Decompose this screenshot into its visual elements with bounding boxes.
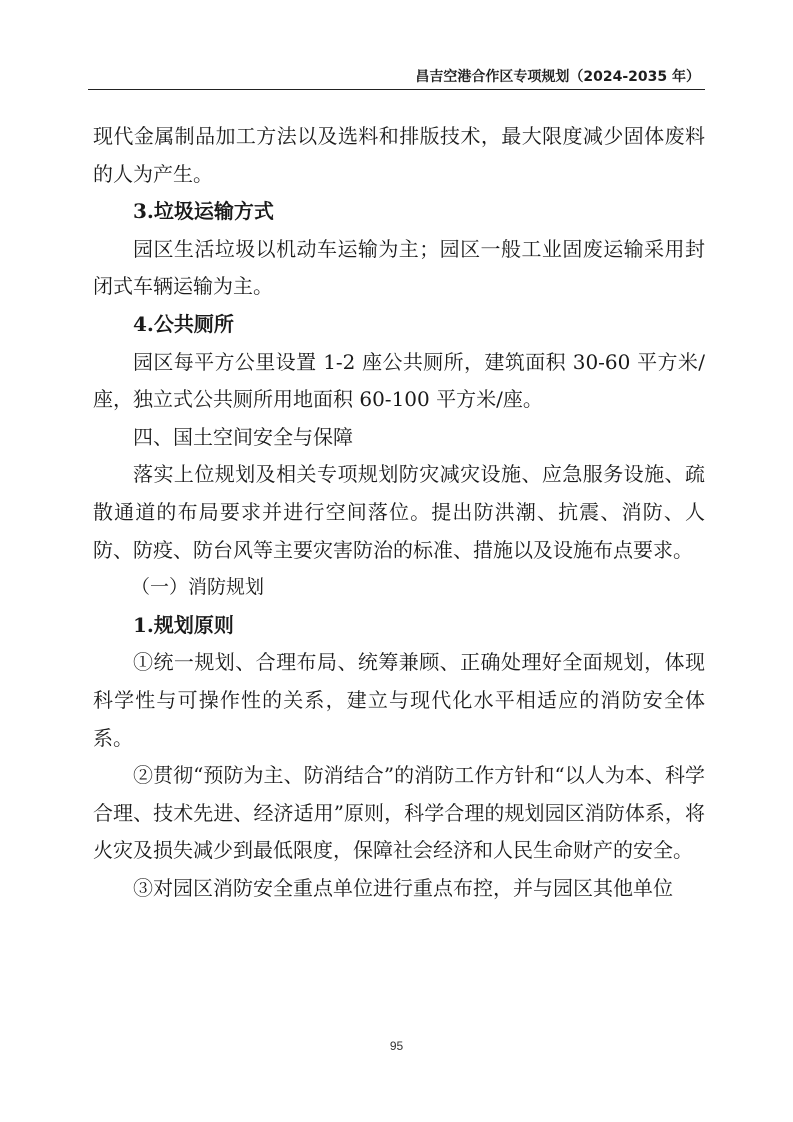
paragraph-principle-2: ②贯彻“预防为主、防消结合”的消防工作方针和“以人为本、科学合理、技术先进、经济适用”原则，科学合理的规划园区消防体系，将火灾及损失减少到最低限度，保障社会经济和人民生命财产的安全。 bbox=[93, 763, 705, 863]
paragraph-solid-waste: 现代金属制品加工方法以及选料和排版技术，最大限度减少固体废料的人为产生。 bbox=[93, 124, 705, 186]
page-body bbox=[93, 118, 705, 907]
heading-planning-principles: 1.规划原则 bbox=[133, 612, 234, 637]
running-header-title: 昌吉空港合作区专项规划（2024-2035 年） bbox=[415, 69, 700, 85]
heading-public-toilet: 4.公共厕所 bbox=[133, 311, 234, 336]
paragraph-principle-3: ③对园区消防安全重点单位进行重点布控，并与园区其他单位 bbox=[133, 875, 673, 900]
heading-garbage-transport: 3.垃圾运输方式 bbox=[133, 199, 274, 224]
page-number: 95 bbox=[389, 1039, 404, 1053]
header-divider bbox=[88, 89, 705, 90]
paragraph-disaster-prevention: 落实上位规划及相关专项规划防灾减灾设施、应急服务设施、疏散通道的布局要求并进行空间落位。提出防洪潮、抗震、消防、人防、防疫、防台风等主要灾害防治的标准、措施以及设施布点要求。 bbox=[93, 462, 705, 562]
paragraph-garbage-transport: 园区生活垃圾以机动车运输为主；园区一般工业固废运输采用封闭式车辆运输为主。 bbox=[93, 236, 705, 299]
heading-fire-planning: （一）消防规划 bbox=[131, 576, 265, 599]
paragraph-public-toilet: 园区每平方公里设置 1-2 座公共厕所，建筑面积 30-60 平方米/座，独立式公共厕所用地面积 60-100 平方米/座。 bbox=[93, 349, 705, 412]
paragraph-principle-1: ①统一规划、合理布局、统筹兼顾、正确处理好全面规划，体现科学性与可操作性的关系，建立与现代化水平相适应的消防安全体系。 bbox=[93, 650, 705, 750]
heading-section-four: 四、国土空间安全与保障 bbox=[133, 424, 353, 449]
